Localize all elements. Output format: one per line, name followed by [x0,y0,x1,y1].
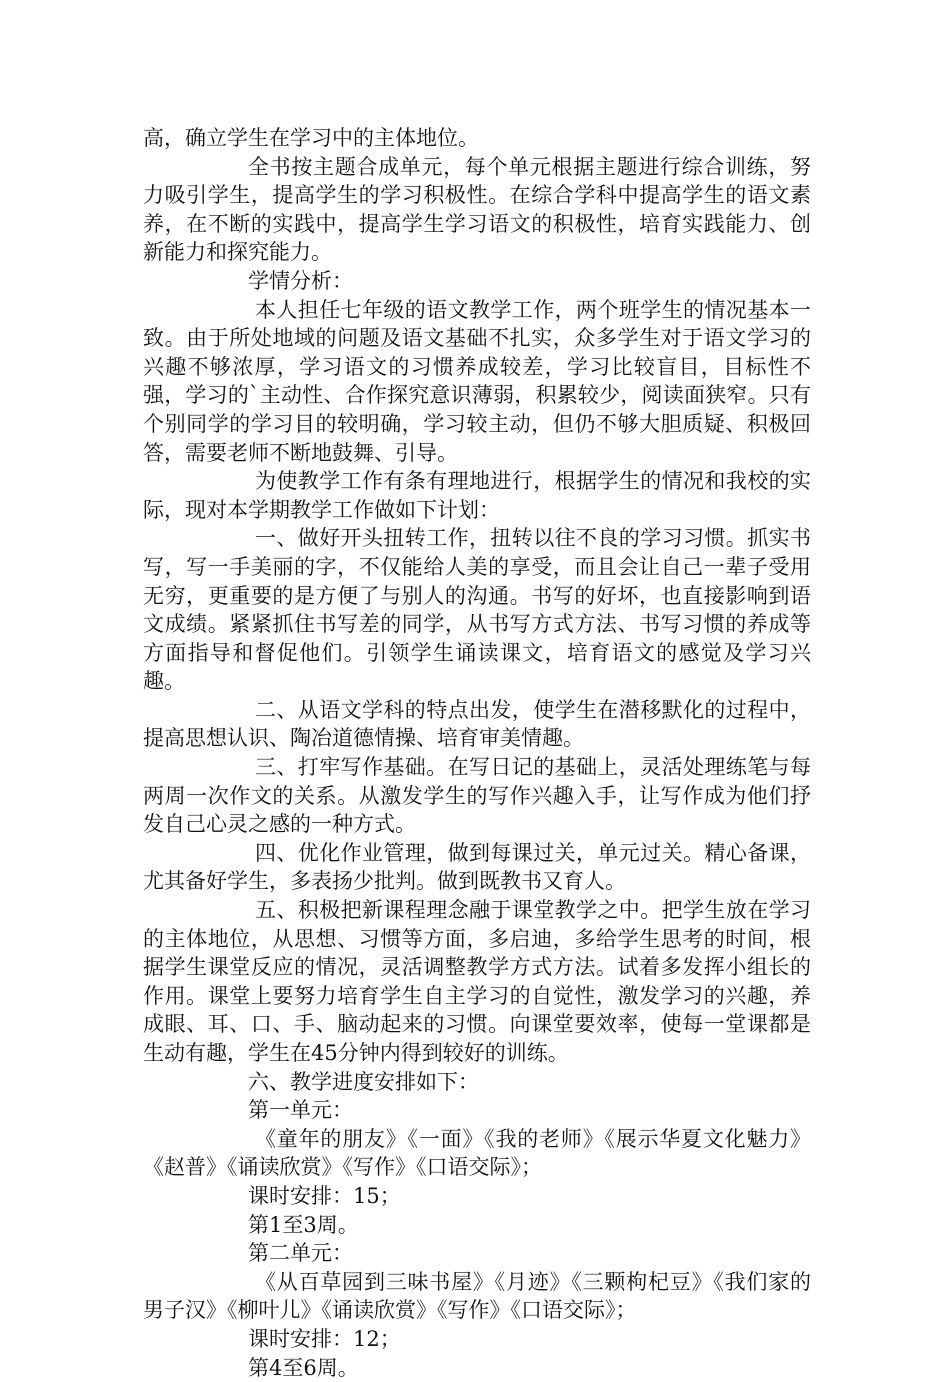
document-body [143,124,811,1382]
unit2-hours: 课时安排：12； [248,1326,401,1351]
unit1-hours: 课时安排：15； [248,1183,401,1208]
unit2-texts: 《从百草园到三味书屋》《月迹》《三颗枸杞豆》《我们家的男子汉》《柳叶儿》《诵读欣赏》《写作》《口语交际》； [143,1269,811,1323]
paragraph-book-structure: 全书按主题合成单元，每个单元根据主题进行综合训练，努力吸引学生，提高学生的学习积极性。在综合学科中提高学生的语文素养，在不断的实践中，提高学生学习语文的积极性，培育实践能力、创新能力和探究能力。 [143,154,811,265]
paragraph-plan-3: 三、打牢写作基础。在写日记的基础上，灵活处理练笔与每两周一次作文的关系。从激发学生的写作兴趣入手，让写作成为他们抒发自己心灵之感的一种方式。 [143,755,811,837]
paragraph-plan-2: 二、从语文学科的特点出发，使学生在潜移默化的过程中，提高思想认识、陶冶道德情操、培育审美情趣。 [143,697,811,751]
unit1-texts: 《童年的朋友》《一面》《我的老师》《展示华夏文化魅力》《赵普》《诵读欣赏》《写作》《口语交际》； [143,1126,811,1180]
section-heading-analysis: 学情分析： [248,268,353,293]
paragraph-analysis-body: 本人担任七年级的语文教学工作，两个班学生的情况基本一致。由于所处地域的问题及语文基础不扎实，众多学生对于语文学习的兴趣不够浓厚，学习语文的习惯养成较差，学习比较盲目，目标性不强，学习的`主动性、合作探究意识薄弱，积累较少，阅读面狭窄。只有个别同学的学习目的较明确，学习较主动，但仍不够大胆质疑、积极回答，需要老师不断地鼓舞、引导。 [143,297,811,465]
paragraph-plan-intro: 为使教学工作有条有理地进行，根据学生的情况和我校的实际，现对本学期教学工作做如下计划： [143,469,811,522]
paragraph-plan-5: 五、积极把新课程理念融于课堂教学之中。把学生放在学习的主体地位，从思想、习惯等方面，多启迪，多给学生思考的时间，根据学生课堂反应的情况，灵活调整教学方式方法。试着多发挥小组长的作用。课堂上要努力培育学生自主学习的自觉性，激发学习的兴趣，养成眼、耳、口、手、脑动起来的习惯。向课堂要效率，使每一堂课都是生动有趣，学生在45分钟内得到较好的训练。 [143,898,811,1065]
unit2-title: 第二单元： [248,1241,353,1266]
unit2-weeks: 第4至6周。 [248,1355,359,1380]
unit1-title: 第一单元： [248,1098,353,1123]
paragraph-plan-6: 六、教学进度安排如下： [248,1069,479,1094]
paragraph-plan-1: 一、做好开头扭转工作，扭转以往不良的学习习惯。抓实书写，写一手美丽的字，不仅能给人美的享受，而且会让自己一辈子受用无穷，更重要的是方便了与别人的沟通。书写的好坏，也直接影响到语文成绩。紧紧抓住书写差的同学，从书写方式方法、书写习惯的养成等方面指导和督促他们。引领学生诵读课文，培育语文的感觉及学习兴趣。 [143,526,811,694]
unit1-weeks: 第1至3周。 [248,1212,359,1237]
paragraph-plan-4: 四、优化作业管理，做到每课过关，单元过关。精心备课，尤其备好学生，多表扬少批判。做到既教书又育人。 [143,840,811,894]
paragraph-intro-end: 高，确立学生在学习中的主体地位。 [143,126,479,150]
